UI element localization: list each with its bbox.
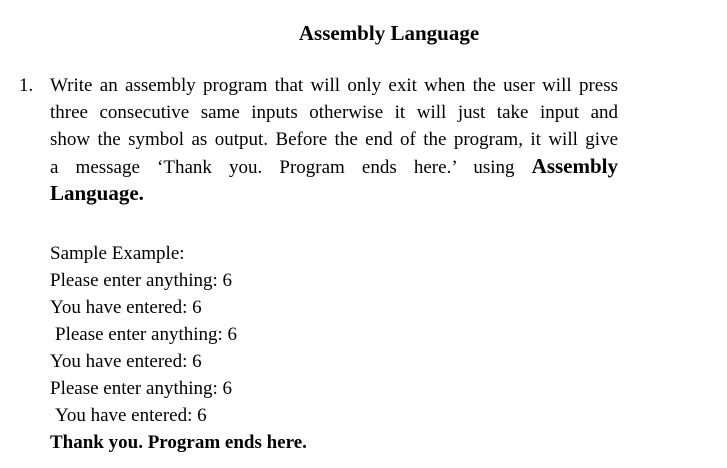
list-item-number: 1.	[19, 75, 34, 96]
question-line-4	[50, 153, 618, 180]
sample-line: Please enter anything: 6	[50, 270, 233, 291]
question-line: show the symbol as output. Before the end of the program, it will give	[50, 129, 618, 150]
sample-heading: Sample Example:	[50, 243, 185, 264]
question-line: three consecutive same inputs otherwise it will just take input and	[50, 102, 618, 123]
document-title: Assembly Language	[298, 21, 480, 45]
question-line: Write an assembly program that will only exit when the user will press	[50, 75, 618, 96]
sample-closing: Thank you. Program ends here.	[50, 432, 307, 453]
sample-line: Please enter anything: 6	[55, 324, 238, 345]
sample-line: You have entered: 6	[50, 297, 202, 318]
question-line-4-text: a message ‘Thank you. Program ends here.’ using	[50, 157, 515, 178]
sample-example	[50, 240, 307, 456]
sample-line: You have entered: 6	[50, 351, 202, 372]
question-line-5	[50, 180, 618, 207]
sample-line: You have entered: 6	[55, 405, 207, 426]
sample-line: Please enter anything: 6	[50, 378, 233, 399]
question-emphasis: Assembly	[531, 154, 618, 178]
question-emphasis: Language.	[50, 181, 144, 205]
question-paragraph	[50, 72, 618, 207]
